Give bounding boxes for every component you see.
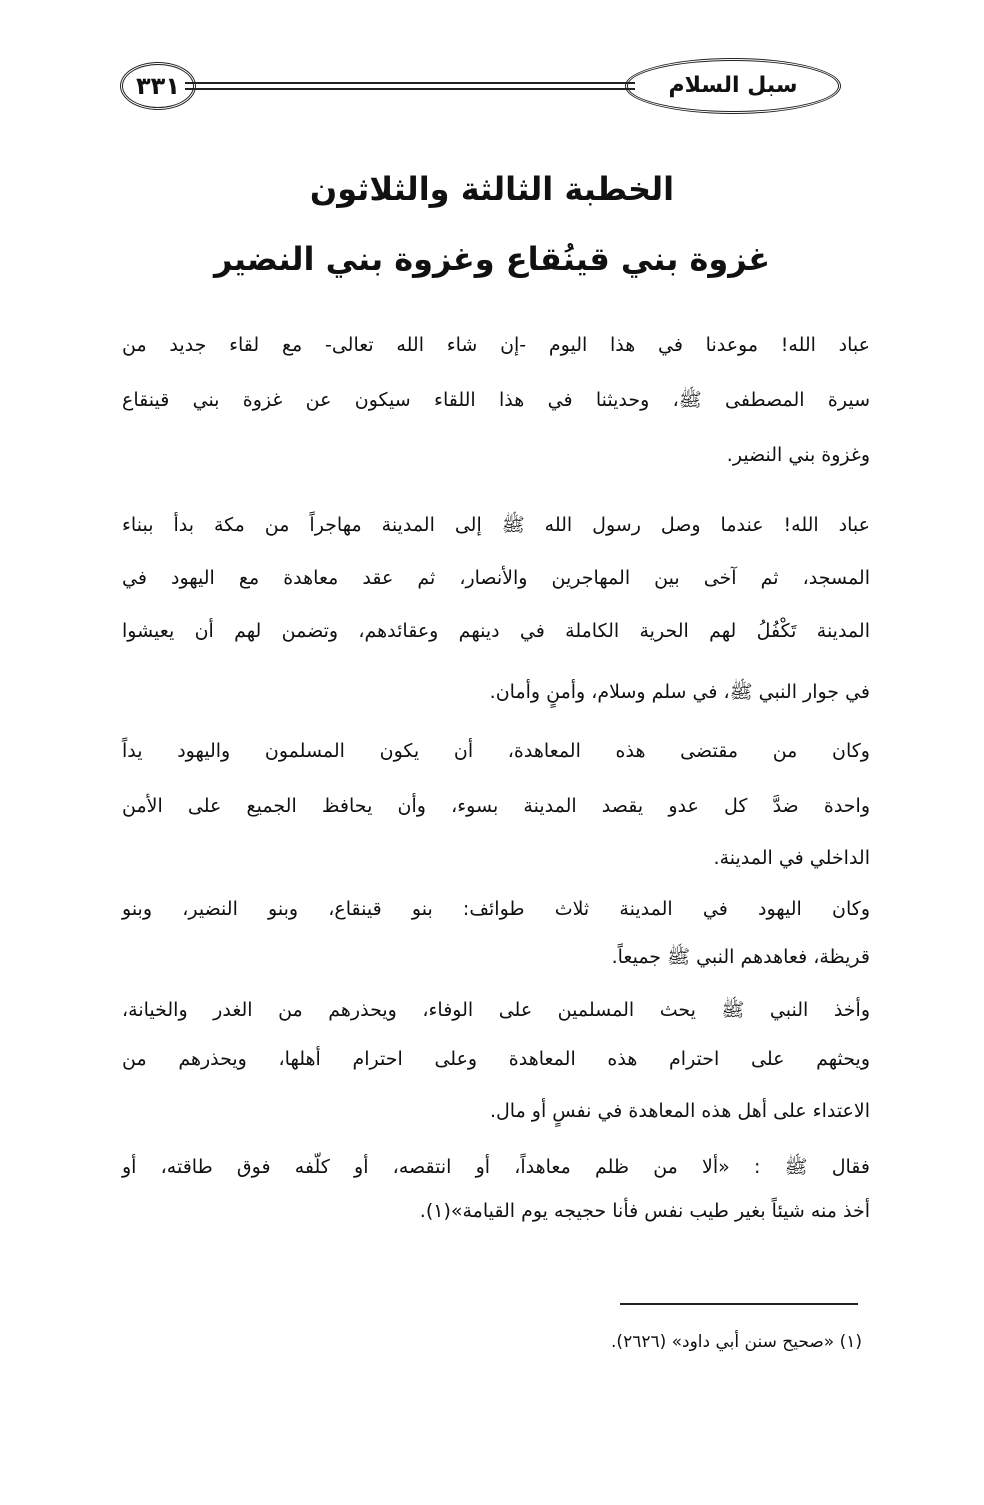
text-line: عباد الله! عندما وصل رسول الله ﷺ إلى المدينة مهاجراً من مكة بدأ ببناء — [122, 514, 870, 536]
text-line: قريظة، فعاهدهم النبي ﷺ جميعاً. — [611, 946, 870, 968]
text-line: وكان من مقتضى هذه المعاهدة، أن يكون المسلمون واليهود يداً — [122, 740, 870, 762]
header-rule — [185, 82, 635, 90]
text-line: فقال ﷺ : «ألا من ظلم معاهداً، أو انتقصه، أو كلّفه فوق طاقته، أو — [122, 1156, 870, 1178]
footnote: (١) «صحيح سنن أبي داود» (٢٦٢٦). — [611, 1332, 862, 1352]
sermon-subtitle: غزوة بني قينُقاع وغزوة بني النضير — [213, 240, 771, 278]
text-line: أخذ منه شيئاً بغير طيب نفس فأنا حجيجه يوم القيامة»(١). — [419, 1200, 870, 1222]
footnote-rule — [620, 1303, 858, 1305]
text-line: عباد الله! موعدنا في هذا اليوم -إن شاء الله تعالى- مع لقاء جديد من — [122, 334, 870, 356]
text-line: وكان اليهود في المدينة ثلاث طوائف: بنو قينقاع، وبنو النضير، وبنو — [122, 898, 870, 920]
text-line: المسجد، ثم آخى بين المهاجرين والأنصار، ثم عقد معاهدة مع اليهود في — [122, 567, 870, 589]
text-line: واحدة ضدَّ كل عدو يقصد المدينة بسوء، وأن يحافظ الجميع على الأمن — [122, 795, 870, 817]
book-title-badge: سبل السلام — [625, 58, 841, 114]
text-line: الداخلي في المدينة. — [713, 847, 870, 869]
text-line: في جوار النبي ﷺ، في سلم وسلام، وأمنٍ وأمان. — [489, 681, 870, 703]
page-number-badge: ٣٣١ — [120, 62, 196, 110]
text-line: الاعتداء على أهل هذه المعاهدة في نفسٍ أو مال. — [489, 1100, 870, 1122]
text-line: سيرة المصطفى ﷺ، وحديثنا في هذا اللقاء سيكون عن غزوة بني قينقاع — [122, 389, 870, 411]
sermon-title: الخطبة الثالثة والثلاثون — [309, 170, 675, 208]
text-line: وغزوة بني النضير. — [726, 444, 870, 466]
text-line: المدينة تَكْفُلُ لهم الحرية الكاملة في دينهم وعقائدهم، وتضمن لهم أن يعيشوا — [122, 620, 870, 642]
text-line: ويحثهم على احترام هذه المعاهدة وعلى احترام أهلها، ويحذرهم من — [122, 1048, 870, 1070]
text-line: وأخذ النبي ﷺ يحث المسلمين على الوفاء، ويحذرهم من الغدر والخيانة، — [122, 999, 870, 1021]
